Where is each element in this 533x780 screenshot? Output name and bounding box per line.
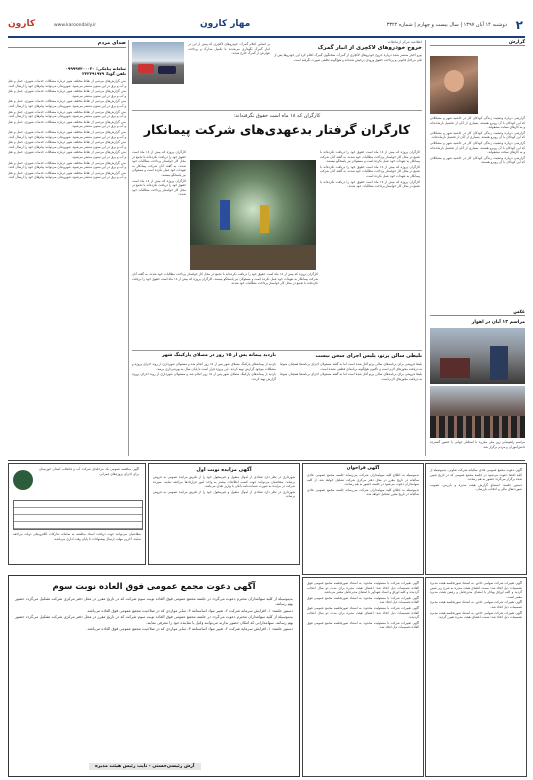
notice-box-right-2: آگهی دعوت مجمع عمومی عادی سالیانه شرکت تعاونی. بدینوسیله از کلیه اعضا دعوت می‌شود در جلسه مجمع عمومی که در تاریخ تعیین شده برگزار می‌گردد حضور به هم رسانند. دستور جلسه: استماع گزارش هیئت مدیره و بازرس، تصویب صورت‌های مالی و انتخاب بازرسان. [425,463,527,575]
girl-photo [430,56,478,114]
auction-notice: آگهی مزایده نوبت اول شهرداری در نظر دارد تعدادی از اموال منقول و غیرمنقول خود را از طریق مزایده عمومی به فروش برساند. متقاضیان می‌توانند جهت کسب اطلاعات بیشتر به واحد امور قراردادها مراجعه نمایند. سپرده شرکت در مزایده به صورت ضمانت‌نامه بانکی یا واریز نقدی می‌باشد. شهرداری در نظر دارد تعدادی از اموال منقول و غیرمنقول خود را از طریق مزایده عمومی به فروش برساند. [148,463,300,565]
side-story-kicker: اطلاعیه مرکز ارتباطات [387,40,422,44]
rally-caption-text: مراسم راهپیمایی روز ملی مبارزه با استکبار جهانی با حضور گسترده دانش‌آموزان و مردم برگزار شد. [430,440,525,449]
mid-story-headline: بازدید پیمانه پس از ۱۵ روز در مصلای پارکینگ شهر [161,353,276,358]
side-story [274,40,422,106]
mid-story-text: بازدید از پیمانه‌های پارکینگ مصلای شهر پس از ۱۵ روز انجام شد و مسئولان شهرداری از روند اجرای پروژه و مشکلات موجود گزارش تهیه کردند. این پروژه قرار است تا پایان سال به بهره‌برداری برسد. بازدید از پیمانه‌های پارکینگ مصلای شهر پس از ۱۵ روز انجام شد و مسئولان شهرداری از روند اجرای پروژه گزارش تهیه کردند. [132,362,276,381]
cars-photo [132,42,184,84]
general-assembly-title: آگهی دعوت مجمع عمومی فوق العاده نوبت سوم [52,582,256,592]
right-column-text: گزارشی درباره وضعیت زندگی کودکان کار در حاشیه شهر و مشکلاتی که این کودکان با آن روبرو هستند. بسیاری از آنان از تحصیل بازمانده‌اند و به کارهای سخت مشغولند. گزارشی درباره وضعیت زندگی کودکان کار در حاشیه شهر و مشکلاتی که این کودکان با آن روبرو هستند. بسیاری از آنان از تحصیل بازمانده‌اند. گزارشی درباره وضعیت زندگی کودکان کار در حاشیه شهر و مشکلاتی که این کودکان با آن روبرو هستند. بسیاری از آنان از تحصیل بازمانده‌اند و به کارهای سخت مشغولند. گزارشی درباره وضعیت زندگی کودکان کار در حاشیه شهر و مشکلاتی که این کودکان با آن روبرو هستند. [430,116,525,165]
top-story-text-left: کارگران پروژه که بیش از ۱۸ ماه است حقوق خود را دریافت نکرده‌اند با تجمع در محل کار خواستار پرداخت مطالبات خود شدند. به گفته آنان شرکت پیمانکار به تعهدات خود عمل نکرده است و مسئولان نیز پاسخگو نیستند. کارگران پروژه که بیش از ۱۸ ماه است حقوق خود را دریافت نکرده‌اند با تجمع در محل کار خواستار پرداخت مطالبات خود شدند. [132,150,186,197]
left-column-title: صدای مردم [8,40,126,48]
bottom-right-text: آگهی تغییرات شرکت سهامی خاص. به استناد صورتجلسه هیئت مدیره تصمیمات ذیل اتخاذ شد: سمت اعضای هیئت مدیره به شرح زیر تعیین گردید و کلیه اوراق بهادار با امضای مدیرعامل و رئیس هیئت مدیره معتبر است. آگهی تغییرات شرکت سهامی خاص. به استناد صورتجلسه هیئت مدیره تصمیمات ذیل اتخاذ شد. آگهی تغییرات شرکت سهامی خاص. به استناد صورتجلسه هیئت مدیره تصمیمات ذیل اتخاذ شد: سمت اعضای هیئت مدیره تعیین گردید. [425,577,527,777]
side-story-text: پیرو اخبار منتشر شده درباره خروج خودروهای لاکچری از گمرک، سخنگوی گمرک اعلام کرد این خودروها پس از طی مراحل قانونی و پرداخت حقوق ورودی ترخیص شده‌اند و هیچ‌گونه تخلفی صورت نگرفته است. [274,53,422,62]
general-assembly-notice: آگهی دعوت مجمع عمومی فوق العاده نوبت سوم بدینوسیله از کلیه سهامداران محترم دعوت می‌گردد در جلسه مجمع عمومی فوق العاده نوبت سوم شرکت که در تاریخ مقرر در محل دفتر مرکزی شرکت تشکیل می‌گردد حضور بهم رسانند. دستور جلسه: ۱- افزایش سرمایه شرکت ۲- تغییر مواد اساسنامه ۳- سایر مواردی که در صلاحیت مجمع عمومی فوق العاده می‌باشد. بدینوسیله از کلیه سهامداران محترم دعوت می‌گردد در جلسه مجمع عمومی فوق العاده نوبت سوم شرکت که در تاریخ مقرر در محل دفتر مرکزی شرکت تشکیل می‌گردد حضور بهم رسانند. سهامدارانی که امکان حضور ندارند می‌توانند وکیل یا نماینده خود را معرفی نمایند. دستور جلسه: ۱- افزایش سرمایه شرکت ۲- تغییر مواد اساسنامه ۳- سایر مواردی که در صلاحیت مجمع عمومی فوق العاده می‌باشد. آرش رئیسی‌حسنی - نایب رئیس هیئت مدیره [8,575,300,777]
masthead-rule [8,36,525,38]
bottom-middle-text: آگهی تغییرات شرکت با مسئولیت محدود. به استناد صورتجلسه مجمع عمومی فوق العاده تصمیمات ذیل اتخاذ شد: اعضای هیئت مدیره برای مدت دو سال انتخاب گردیدند و کلیه اوراق و اسناد تعهدآور با امضای مدیرعامل معتبر می‌باشد. آگهی تغییرات شرکت با مسئولیت محدود. به استناد صورتجلسه مجمع عمومی فوق العاده تصمیمات ذیل اتخاذ شد. آگهی تغییرات شرکت با مسئولیت محدود. به استناد صورتجلسه مجمع عمومی فوق العاده تصمیمات ذیل اتخاذ شد: اعضای هیئت مدیره برای مدت دو سال انتخاب گردیدند. آگهی تغییرات شرکت با مسئولیت محدود. به استناد صورتجلسه مجمع عمومی فوق العاده تصمیمات ذیل اتخاذ شد. [302,577,424,777]
rally-photo-2 [430,386,525,438]
mid-rule [132,350,422,351]
date-line: دوشنبه ۱۴ آبان ۱۳۹۷ | سال بیست و چهارم | شماره ۳۳۲۲ [386,22,507,28]
page-number: ۲ [515,18,523,32]
top-story-headline: کارگران گرفتار بدعهدی‌های شرکت پیمانکار [143,122,411,137]
left-column [8,40,126,458]
left-column-divider [128,40,129,456]
top-story-text-right: کارگران پروژه که بیش از ۱۸ ماه است حقوق خود را دریافت نکرده‌اند با تجمع در محل کار خواستار پرداخت مطالبات خود شدند. به گفته آنان شرکت پیمانکار به تعهدات خود عمل نکرده است و مسئولان نیز پاسخگو نیستند. کارگران پروژه که بیش از ۱۸ ماه است حقوق خود را دریافت نکرده‌اند با تجمع در محل کار خواستار پرداخت مطالبات خود شدند. به گفته آنان شرکت پیمانکار به تعهدات خود عمل نکرده است. کارگران پروژه که بیش از ۱۸ ماه است حقوق خود را دریافت نکرده‌اند با تجمع در محل کار خواستار پرداخت مطالبات خود شدند. [320,150,420,189]
rally-caption: مراسم ۱۳ آبان در اهواز [471,320,525,325]
website: www.karoondaily.ir [54,23,97,28]
left-column-text: متن گزارش‌های مردمی از نقاط مختلف شهر درباره مشکلات خدمات شهری، حمل و نقل و آب و برق در این ستون منتشر می‌شود. شهروندان می‌توانند پیام‌های خود را ارسال کنند. متن گزارش‌های مردمی از نقاط مختلف شهر درباره مشکلات خدمات شهری، حمل و نقل و آب و برق در این ستون منتشر می‌شود. متن گزارش‌های مردمی از نقاط مختلف شهر درباره مشکلات خدمات شهری، حمل و نقل و آب و برق در این ستون منتشر می‌شود. شهروندان می‌توانند پیام‌های خود را ارسال کنند. متن گزارش‌های مردمی از نقاط مختلف شهر درباره مشکلات خدمات شهری، حمل و نقل و آب و برق در این ستون منتشر می‌شود. شهروندان می‌توانند پیام‌های خود را ارسال کنند. متن گزارش‌های مردمی از نقاط مختلف شهر درباره مشکلات خدمات شهری، حمل و نقل و آب و برق در این ستون منتشر می‌شود. متن گزارش‌های مردمی از نقاط مختلف شهر درباره مشکلات خدمات شهری، حمل و نقل و آب و برق در این ستون منتشر می‌شود. شهروندان می‌توانند پیام‌های خود را ارسال کنند. متن گزارش‌های مردمی از نقاط مختلف شهر درباره مشکلات خدمات شهری، حمل و نقل و آب و برق در این ستون منتشر می‌شود. شهروندان می‌توانند پیام‌های خود را ارسال کنند. متن گزارش‌های مردمی از نقاط مختلف شهر درباره مشکلات خدمات شهری، حمل و نقل و آب و برق در این ستون منتشر می‌شود. متن گزارش‌های مردمی از نقاط مختلف شهر درباره مشکلات خدمات شهری، حمل و نقل و آب و برق در این ستون منتشر می‌شود. شهروندان می‌توانند پیام‌های خود را ارسال کنند. متن گزارش‌های مردمی از نقاط مختلف شهر درباره مشکلات خدمات شهری، حمل و نقل و آب و برق در این ستون منتشر می‌شود. شهروندان می‌توانند پیام‌های خود را ارسال کنند. [8,79,126,180]
right-top-label: گزارش [430,40,525,46]
phone-line: تلفن گویا: ۳۳۳۳۹۱۹۷۹ [82,71,126,76]
auction-title: آگهی مزایده نوبت اول [196,467,252,473]
sms-line: سامانه پیامکی: ۰۹۹۹۹۷۴۰۰۰۳۰ [65,66,126,71]
small-table-notice: آگهی مناقصه عمومی یک مرحله‌ای شرکت آب و فاضلاب استان خوزستان برای اجرای پروژه‌های عمرانی. متقاضیان می‌توانند جهت دریافت اسناد مناقصه به سامانه تدارکات الکترونیکی دولت مراجعه نمایند. آخرین مهلت ارسال پیشنهادات تا پایان وقت اداری می‌باشد. [8,463,146,565]
mid-story-text-2: بلیط فروشی برای برنامه‌های سالن پرتو آغاز شده است اما به گفته مسئولان اجرای برنامه‌ها همچنان منوط به دریافت مجوزهای لازم است و تاکنون هیچ‌گونه برنامه‌ای قطعی نشده است. بلیط فروشی برای برنامه‌های سالن پرتو آغاز شده است اما به گفته مسئولان اجرای برنامه‌ها همچنان منوط به دریافت مجوزهای لازم است. [280,362,422,381]
side-story-headline: خروج خودروهای لاکچری از انبار گمرک [317,45,422,51]
mid-story-headline-2: بلیطی سالن پرتو، پلیس اجرای سخن نیست [315,353,422,359]
logo: کارون [8,19,36,29]
rally-photo-1 [430,328,525,384]
top-story-text-bottom: کارگران پروژه که بیش از ۱۸ ماه است حقوق خود را دریافت نکرده‌اند با تجمع در محل کار خواستار پرداخت مطالبات خود شدند. به گفته آنان شرکت پیمانکار به تعهدات خود عمل نکرده است و مسئولان نیز پاسخگو نیستند. کارگران پروژه که بیش از ۱۸ ماه است حقوق خود را دریافت نکرده‌اند با تجمع در محل کار خواستار پرداخت مطالبات خود شدند. [132,272,318,286]
cars-story-text: بر اساس اعلام گمرک، خودروهای لاکچری که پیش از این در انبار گمرک نگهداری می‌شدند با تکمیل مدارک و پرداخت عوارض از گمرک خارج شدند. [188,42,270,56]
headline-rule-top [132,110,422,111]
masthead [0,18,533,36]
right-column-divider [425,40,426,456]
notice-callout-title: آگهی فراخوان [346,466,380,471]
tunnel-photo [190,160,316,270]
assembly-signature: آرش رئیسی‌حسنی - نایب رئیس هیئت مدیره [89,763,201,770]
section-title: مهار کارون [200,19,251,29]
right-photo-label: عکس [430,310,525,316]
bottom-section-rule [8,460,525,461]
notice-box-right-1: آگهی فراخوان بدینوسیله به اطلاع کلیه سهامداران شرکت می‌رساند جلسه مجمع عمومی عادی سالیانه در تاریخ مقرر در محل دفتر مرکزی شرکت تشکیل خواهد شد. از کلیه سهامداران دعوت می‌شود در جلسه حضور به هم رسانند. بدینوسیله به اطلاع کلیه سهامداران شرکت می‌رساند جلسه مجمع عمومی عادی سالیانه در تاریخ مقرر تشکیل خواهد شد. [302,463,424,575]
top-story-kicker: کارگران که ۱۸ ماه است حقوق نگرفته‌اند: [233,113,321,119]
